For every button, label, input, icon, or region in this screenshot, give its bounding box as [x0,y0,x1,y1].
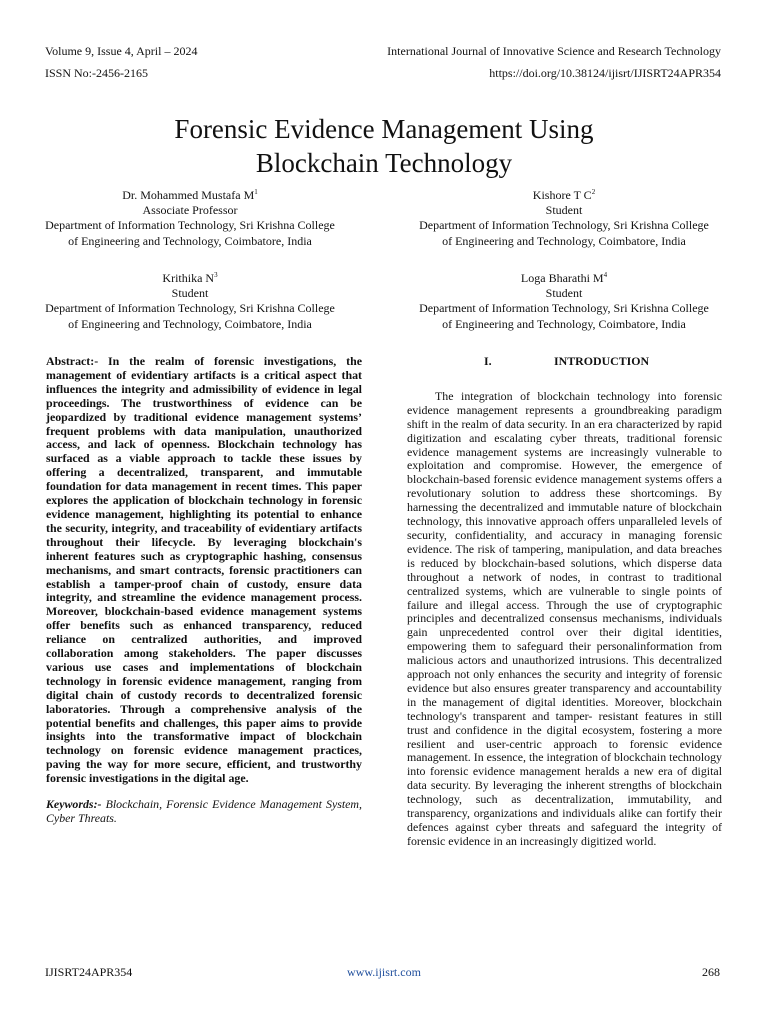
author-role: Student [545,203,583,218]
section-number: I. [484,354,492,368]
abstract-text: Abstract:- In the realm of forensic investigations, the management of evidentiary artifacts is a critical aspect that influences the integrity and admissibility of evidence in legal proceedings. The trustworthiness of evidence can be jeopardized by traditional evidence management systems’ frequent problems with data manipulation, unauthorized access, and lack of openness. Blockchain technology has surfaced as a viable approach to tackle these issues by offering a decentralized, transparent, and immutable foundation for data management in recent times. This paper explores the application of blockchain technology in forensic evidence management, highlighting its potential to enhance the security, integrity, and traceability of evidentiary artifacts throughout their lifecycle. By leveraging blockchain's inherent features such as cryptographic hashing, consensus mechanisms, and smart contracts, forensic practitioners can establish a tamper-proof chain of custody, ensure data integrity, and streamline the evidence management process. Moreover, blockchain-based evidence management systems offer benefits such as enhanced transparency, reduced reliance on centralized authorities, and improved collaboration among stakeholders. The paper discusses various use cases and implementations of blockchain technology in forensic evidence management, ranging from digital chain of custody records to decentralized forensic laboratories. Through a comprehensive analysis of the potential benefits and challenges, this paper aims to provide insights into the transformative impact of blockchain technology on forensic evidence management practices, paving the way for more secure, efficient, and trustworthy forensic investigations in the digital age. [46,354,362,786]
author-block-3 [20,271,360,332]
footer-paper-id: IJISRT24APR354 [45,965,133,979]
footer-page-number: 268 [702,965,720,979]
author-role: Associate Professor [142,203,238,218]
header-issn: ISSN No:-2456-2165 [45,66,149,80]
author-name: Krithika $N^3$ [162,271,218,285]
section-title: INTRODUCTION [554,354,650,368]
author-name: Kishore T $C^2$ [532,188,596,202]
title-line-2: Blockchain Technology [255,148,513,179]
author-dept-line-2: of Engineering and Technology, Coimbatore, India [68,316,312,331]
author-dept-line-2: of Engineering and Technology, Coimbatore, India [68,233,312,248]
header-doi-link[interactable]: https://doi.org/10.38124/ijisrt/IJISRT24APR354 [489,66,721,80]
author-dept-line-2: of Engineering and Technology, Coimbatore, India [442,233,686,248]
author-block-1 [20,188,360,249]
right-column [407,355,722,849]
title-line-1: Forensic Evidence Management Using [174,114,594,145]
introduction-paragraph: The integration of blockchain technology into forensic evidence management represents a groundbreaking paradigm shift in the realm of data security. In an era characterized by rapid digitization and escalating cyber threats, traditional forensic evidence management systems are increasingly vulnerable to exploitation and compromise. However, the emergence of blockchain-based forensic evidence management systems offers a revolutionary solution to address these shortcomings. By harnessing the decentralized and immutable nature of blockchain technology, this innovative approach offers unparalleled levels of security, confidentiality, and accuracy in managing forensic evidence. The risk of tampering, manipulation, and data breaches is reduced by blockchain-based solutions, which disperse data throughout a network of nodes, in contrast to traditional centralized systems, which are vulnerable to single points of failure and illegal access. Through the use of cryptographic principles and decentralized consensus mechanisms, individuals gain unprecedented control over their digital identities, empowering them to safeguard their personalinformation from malicious actors and unauthorized intrusions. This decentralized approach not only enhances the security and integrity of forensic evidence but also ensures greater transparency and accountability in the management of digital identities. Moreover, blockchain technology's transparent and tamper- resistant features in still trust and confidence in the digital ecosystem, fostering a more resilient and user-centric approach to forensic evidence management. In essence, the integration of blockchain technology into forensic evidence management heralds a new era of digital data security. By leveraging the inherent strengths of blockchain technology, such as decentralization, immutability, and transparency, organizations and individuals alike can fortify their defences against cyber threats and safeguard the integrity of forensic evidence in an increasingly digitized world. [407,388,722,848]
author-role: Student [545,286,583,301]
footer-website-link[interactable]: www.ijisrt.com [347,965,421,979]
paper-title [40,112,728,180]
author-dept-line-1: Department of Information Technology, Sri Krishna College [45,301,335,316]
author-role: Student [171,286,209,301]
author-name: Dr. Mohammed Mustafa $M^1$ [122,188,258,202]
keywords [46,798,362,826]
left-column [46,355,362,826]
author-dept-line-1: Department of Information Technology, Sri Krishna College [419,218,709,233]
keywords-label: Keywords:- [46,797,102,812]
author-name: Loga Bharathi $M^4$ [520,271,608,285]
header-volume: Volume 9, Issue 4, April – 2024 [45,44,198,58]
header-journal-name: International Journal of Innovative Science and Research Technology [387,44,721,58]
section-heading [407,355,722,369]
author-dept-line-1: Department of Information Technology, Sri Krishna College [45,218,335,233]
author-block-4 [394,271,734,332]
keywords-text: Blockchain, Forensic Evidence Management System, Cyber Threats. [46,797,362,825]
author-dept-line-1: Department of Information Technology, Sri Krishna College [419,301,709,316]
author-block-2 [394,188,734,249]
author-dept-line-2: of Engineering and Technology, Coimbatore, India [442,316,686,331]
